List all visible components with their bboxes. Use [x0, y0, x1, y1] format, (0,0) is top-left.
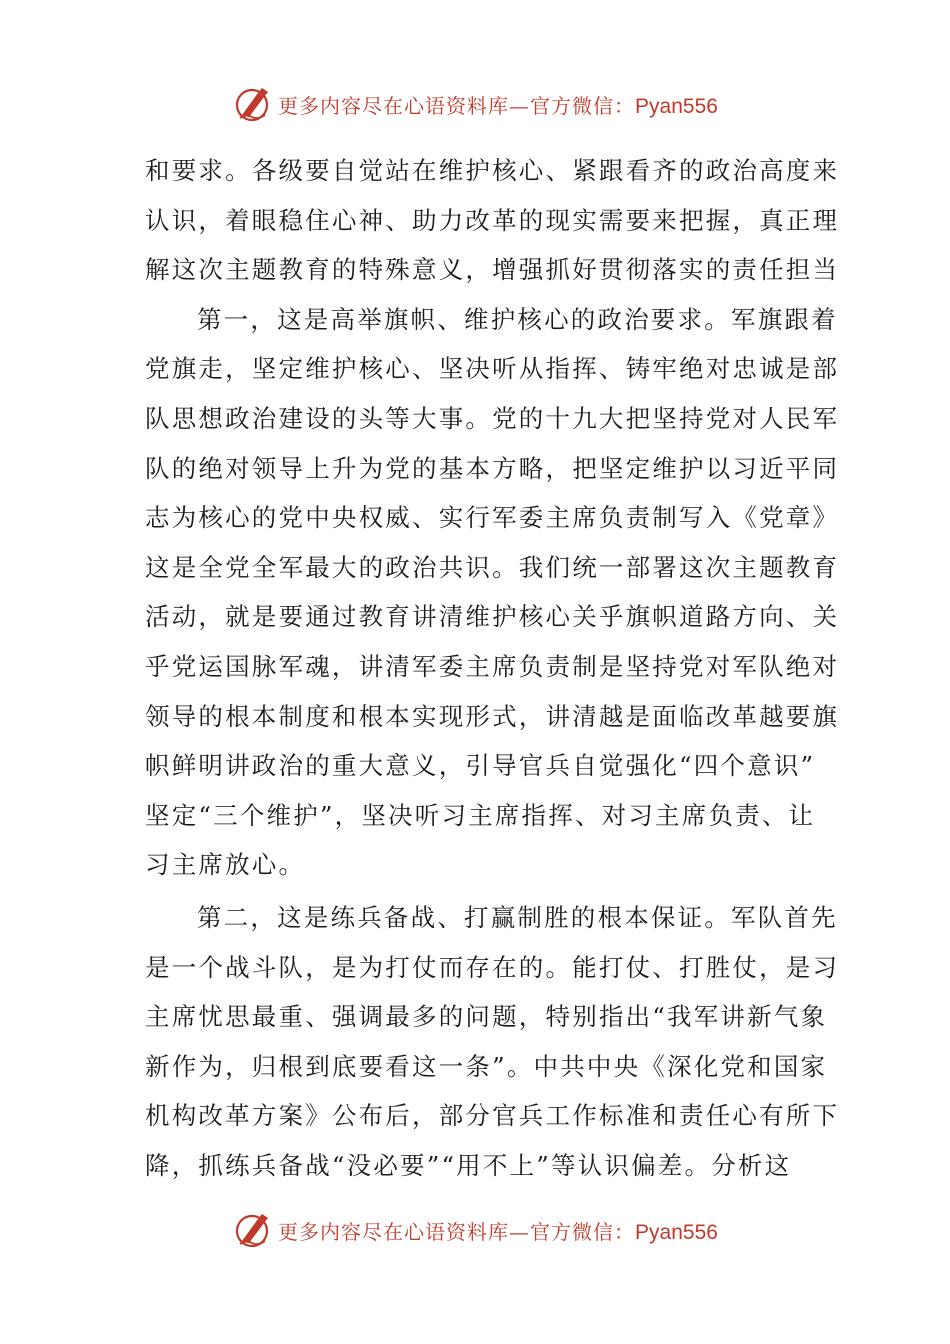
watermark-text: 更多内容尽在心语资料库—官方微信：Pyan556	[278, 93, 718, 118]
watermark-banner-top	[0, 82, 950, 126]
text-line: 队思想政治建设的头等大事。党的十九大把坚持党对人民军	[145, 403, 840, 433]
text-line: 党旗走，坚定维护核心、坚决听从指挥、铸牢绝对忠诚是部	[145, 354, 840, 384]
text-line: 解这次主题教育的特殊意义，增强抓好贯彻落实的责任担当	[145, 255, 840, 285]
pen-nib-logo-icon	[232, 84, 272, 124]
watermark-text: 更多内容尽在心语资料库—官方微信：Pyan556	[278, 1219, 718, 1244]
text-line: 习主席放心。	[145, 850, 306, 880]
text-line: 活动，就是要通过教育讲清维护核心关乎旗帜道路方向、关	[145, 602, 840, 632]
text-line: 队的绝对领导上升为党的基本方略，把坚定维护以习近平同	[145, 453, 840, 483]
paragraph-first-line: 第一，这是高举旗帜、维护核心的政治要求。军旗跟着	[197, 304, 838, 334]
text-line: 降，抓练兵备战“没必要”“用不上”等认识偏差。分析这	[145, 1150, 792, 1180]
text-line: 主席忧思最重、强调最多的问题，特别指出“我军讲新气象	[145, 1002, 828, 1032]
text-line: 帜鲜明讲政治的重大意义，引导官兵自觉强化“四个意识”	[145, 751, 816, 781]
text-line: 认识，着眼稳住心神、助力改革的现实需要来把握，真正理	[145, 205, 840, 235]
paragraph-first-line: 第二，这是练兵备战、打赢制胜的根本保证。军队首先	[197, 902, 838, 932]
document-body	[145, 146, 840, 1190]
text-line: 志为核心的党中央权威、实行军委主席负责制写入《党章》	[145, 503, 840, 533]
text-line: 新作为，归根到底要看这一条”。中共中央《深化党和国家	[145, 1051, 828, 1081]
text-line: 和要求。各级要自觉站在维护核心、紧跟看齐的政治高度来	[145, 156, 840, 185]
text-line: 机构改革方案》公布后，部分官兵工作标准和责任心有所下	[145, 1101, 840, 1131]
text-line: 这是全党全军最大的政治共识。我们统一部署这次主题教育	[145, 552, 840, 582]
pen-nib-logo-icon	[232, 1210, 272, 1250]
text-line: 坚定“三个维护”，坚决听习主席指挥、对习主席负责、让	[145, 800, 816, 830]
text-line: 乎党运国脉军魂，讲清军委主席负责制是坚持党对军队绝对	[145, 651, 840, 681]
watermark-banner-bottom	[0, 1208, 950, 1252]
text-line: 领导的根本制度和根本实现形式，讲清越是面临改革越要旗	[145, 701, 840, 731]
text-line: 是一个战斗队，是为打仗而存在的。能打仗、打胜仗，是习	[145, 952, 840, 982]
